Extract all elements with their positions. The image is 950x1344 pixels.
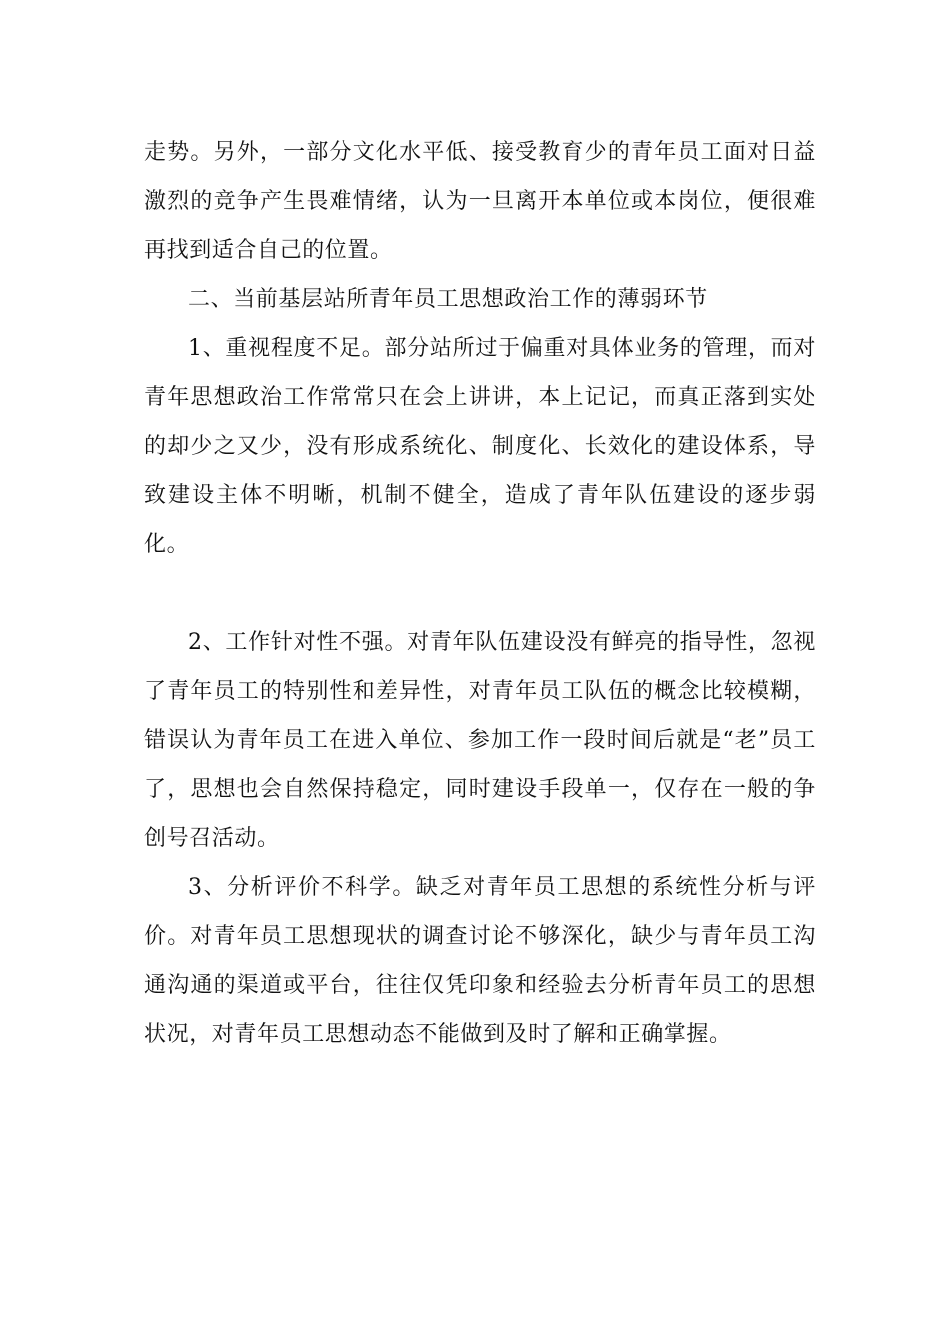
paragraph-point-3: 3、分析评价不科学。缺乏对青年员工思想的系统性分析与评价。对青年员工思想现状的调查讨论不够深化，缺少与青年员工沟通沟通的渠道或平台，往往仅凭印象和经验去分析青年员工的思想状况，对青年员工思想动态不能做到及时了解和正确掌握。 (144, 875, 816, 1047)
paragraph-point-1: 1、重视程度不足。部分站所过于偏重对具体业务的管理，而对青年思想政治工作常常只在会上讲讲，本上记记，而真正落到实处的却少之又少，没有形成系统化、制度化、长效化的建设体系，导致建设主体不明晰，机制不健全，造成了青年队伍建设的逐步弱化。 (144, 336, 816, 557)
document-body (144, 128, 816, 1059)
paragraph-continuation: 走势。另外，一部分文化水平低、接受教育少的青年员工面对日益激烈的竞争产生畏难情绪，认为一旦离开本单位或本岗位，便很难再找到适合自己的位置。 (144, 140, 816, 263)
section-heading: 二、当前基层站所青年员工思想政治工作的薄弱环节 (188, 287, 708, 312)
blank-line (144, 569, 816, 618)
paragraph-point-2: 2、工作针对性不强。对青年队伍建设没有鲜亮的指导性，忽视了青年员工的特别性和差异性，对青年员工队伍的概念比较模糊，错误认为青年员工在进入单位、参加工作一段时间后就是“老”员工了，思想也会自然保持稳定，同时建设手段单一，仅存在一般的争创号召活动。 (144, 630, 816, 851)
